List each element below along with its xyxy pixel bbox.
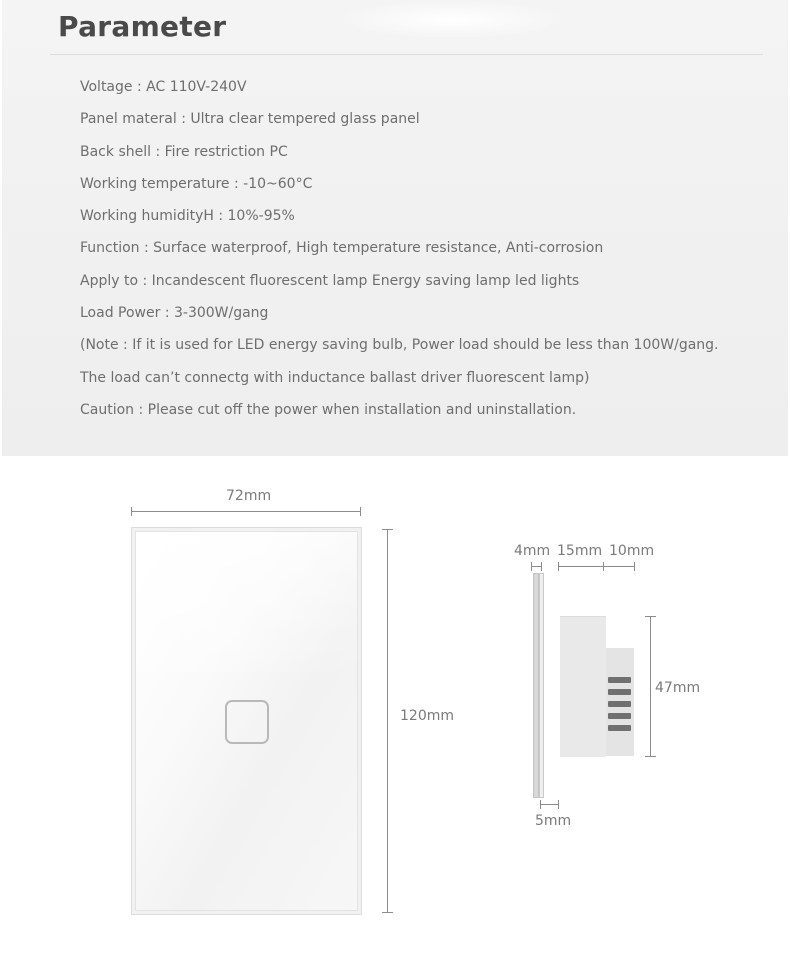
spec-working-humidity: Working humidityH : 10%-95% xyxy=(80,208,295,225)
front-width-tick-left xyxy=(131,507,132,516)
side-module-height-label: 47mm xyxy=(655,680,701,696)
side-base-tick-left xyxy=(540,800,541,809)
spec-panel-material: Panel materal : Ultra clear tempered glass panel xyxy=(80,111,420,128)
spec-note: (Note : If it is used for LED energy saving bulb, Power load should be less than 100W/gang. xyxy=(80,337,719,354)
side-tick-3 xyxy=(558,562,559,571)
glass-sheen xyxy=(136,532,357,672)
side-module-height-line xyxy=(650,616,651,757)
spec-list xyxy=(80,76,719,431)
side-glass-label: 4mm xyxy=(514,543,551,559)
terminal-slot xyxy=(608,689,631,695)
spec-load-power: Load Power : 3-300W/gang xyxy=(80,305,269,322)
terminal-slot xyxy=(608,677,631,683)
side-module-tick-top xyxy=(645,616,656,617)
front-width-label: 72mm xyxy=(226,488,272,504)
spec-voltage: Voltage : AC 110V-240V xyxy=(80,79,247,95)
front-height-tick-bottom xyxy=(382,912,393,913)
front-height-line xyxy=(387,529,388,913)
side-base-label: 5mm xyxy=(535,813,572,829)
terminal-slot xyxy=(608,713,631,719)
side-base-tick-right xyxy=(558,800,559,809)
switch-front-view xyxy=(131,527,362,915)
touch-key-icon xyxy=(225,700,269,744)
spec-apply-to: Apply to : Incandescent fluorescent lamp Energy saving lamp led lights xyxy=(80,272,580,289)
side-module-body xyxy=(560,616,606,757)
front-width-line xyxy=(131,511,361,512)
front-width-tick-right xyxy=(360,507,361,516)
spec-back-shell: Back shell : Fire restriction PC xyxy=(80,143,288,160)
top-glow-decoration xyxy=(332,0,572,40)
side-base-line xyxy=(540,804,559,805)
side-tick-5 xyxy=(634,562,635,571)
side-body-label: 15mm xyxy=(557,543,603,559)
side-tick-2 xyxy=(541,562,542,571)
page-title: Parameter xyxy=(58,10,227,43)
terminal-slot xyxy=(608,725,631,731)
front-height-tick-top xyxy=(382,529,393,530)
side-tick-1 xyxy=(531,562,532,571)
side-depth-line xyxy=(558,566,635,567)
spec-working-temperature: Working temperature : -10~60°C xyxy=(80,175,313,192)
side-rear-label: 10mm xyxy=(609,543,655,559)
side-frame-panel xyxy=(539,573,544,798)
side-module-tick-bottom xyxy=(645,756,656,757)
side-tick-4 xyxy=(603,562,604,571)
spec-caution: Caution : Please cut off the power when installation and uninstallation. xyxy=(80,401,577,418)
spec-function: Function : Surface waterproof, High temperature resistance, Anti-corrosion xyxy=(80,240,604,257)
front-height-label: 120mm xyxy=(400,708,454,724)
terminal-slot xyxy=(608,701,631,707)
title-divider xyxy=(50,54,763,55)
spec-note-continued: The load can’t connectg with inductance ballast driver fluorescent lamp) xyxy=(80,369,590,386)
